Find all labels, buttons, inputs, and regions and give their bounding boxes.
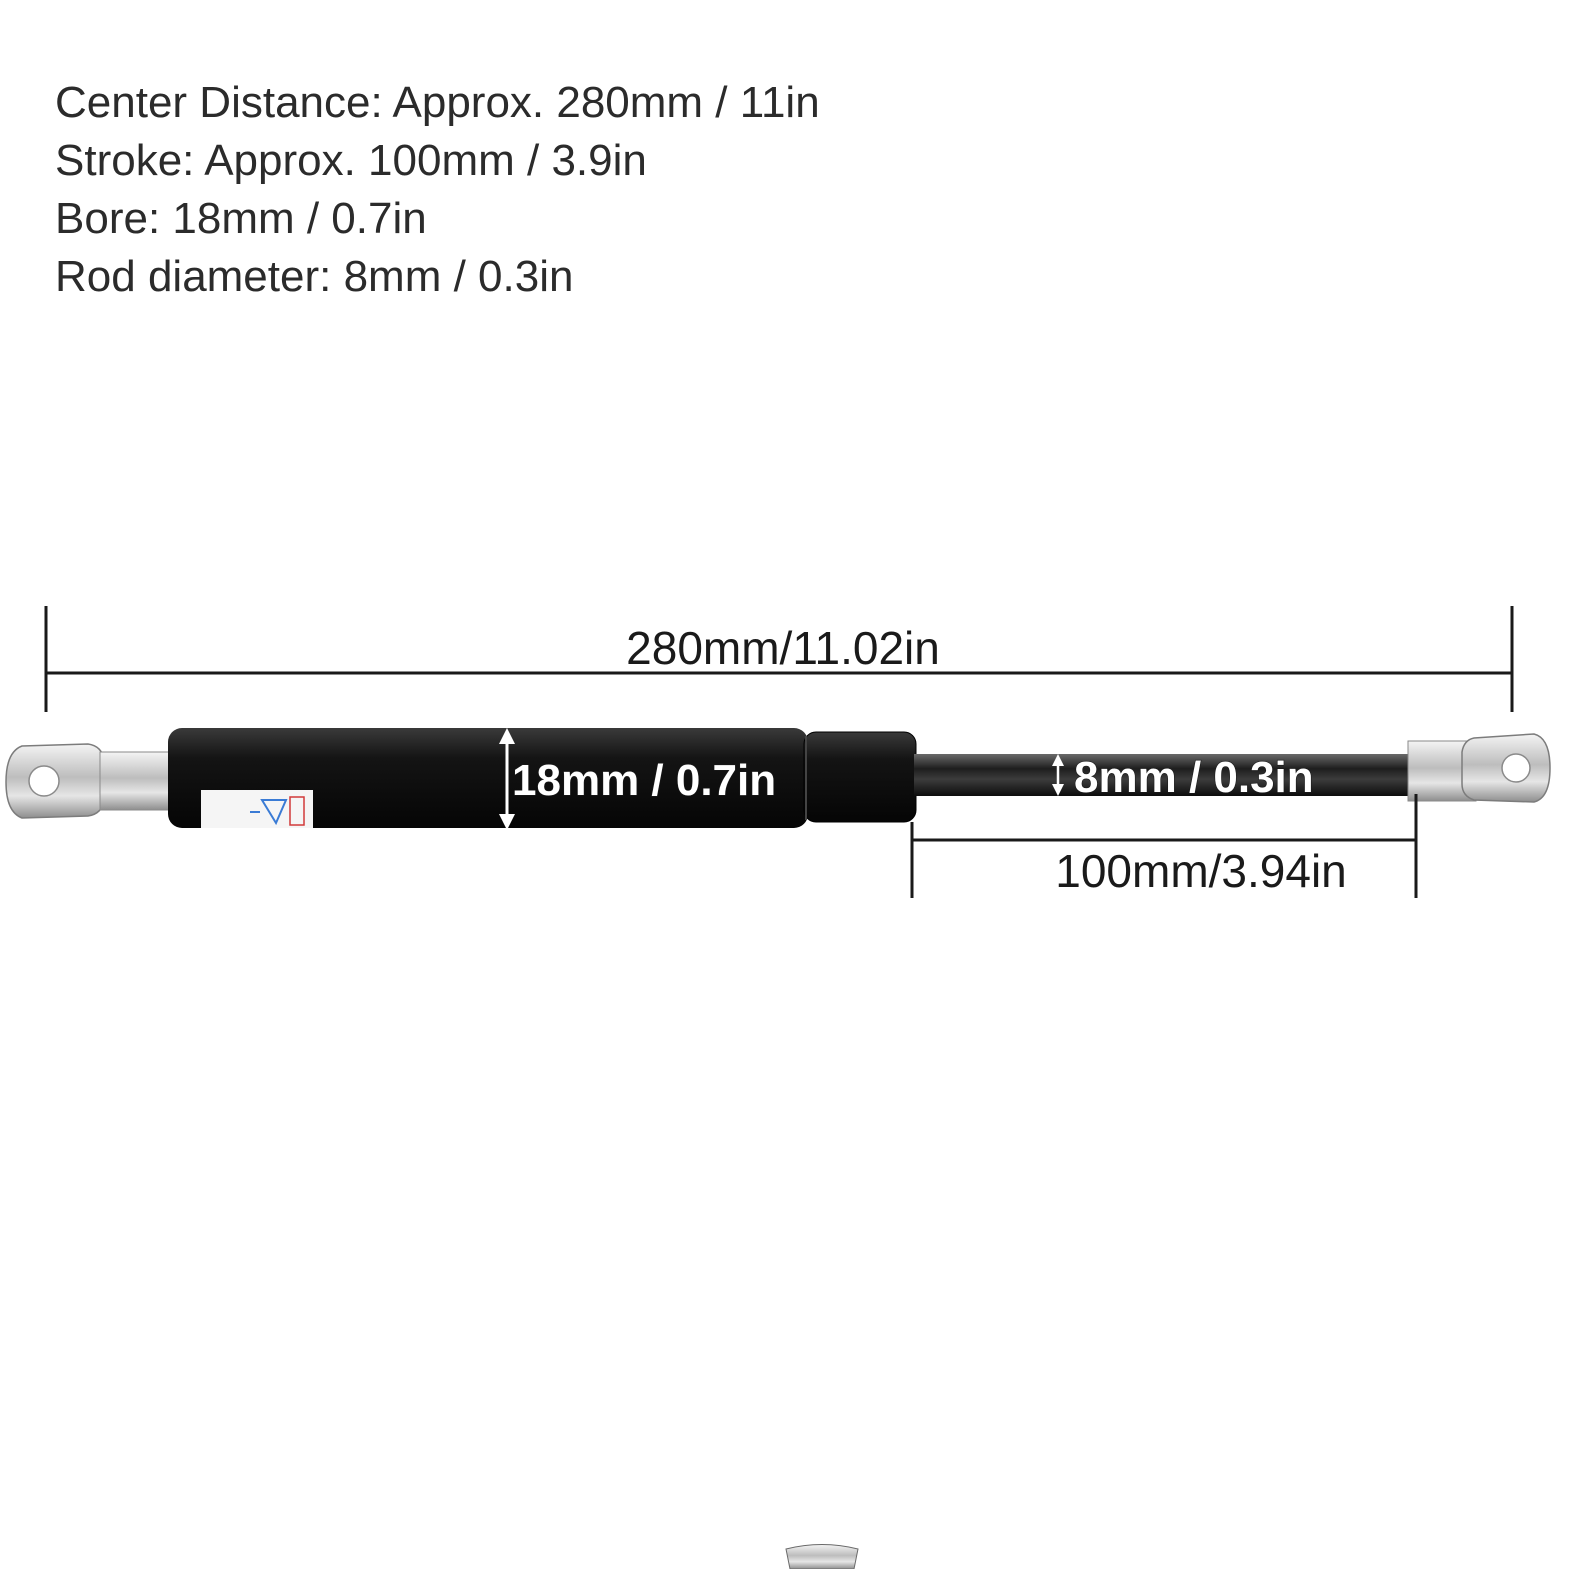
product-label (201, 790, 313, 828)
overall-dimension (46, 606, 1512, 712)
right-eyelet-hole (1502, 754, 1530, 782)
stroke-dimension-label: 100mm/3.94in (1055, 845, 1347, 897)
cropped-fitting-shape (786, 1545, 858, 1569)
rod-dimension (1052, 753, 1314, 802)
right-eyelet (1408, 734, 1550, 802)
bore-dimension-label: 18mm / 0.7in (512, 756, 777, 805)
stroke-dimension (912, 794, 1416, 898)
left-fitting-sleeve (100, 752, 172, 810)
spec-center-distance: Center Distance: Approx. 280mm / 11in (55, 78, 820, 127)
product-label-sticker (201, 790, 313, 828)
left-eyelet-hole (29, 766, 59, 796)
spec-bore: Bore: 18mm / 0.7in (55, 194, 427, 243)
spec-rod-diameter: Rod diameter: 8mm / 0.3in (55, 252, 574, 301)
left-eyelet (6, 744, 172, 818)
rod-dimension-label: 8mm / 0.3in (1074, 753, 1314, 802)
cylinder-cap (804, 732, 916, 822)
spec-stroke: Stroke: Approx. 100mm / 3.9in (55, 136, 647, 185)
overall-dimension-label: 280mm/11.02in (626, 622, 940, 674)
cropped-fitting-fragment (786, 1545, 858, 1569)
